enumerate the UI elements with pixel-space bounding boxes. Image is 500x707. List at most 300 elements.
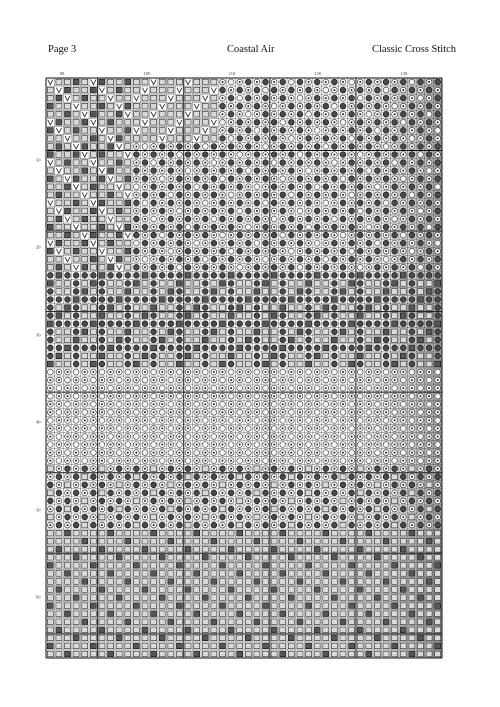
symbol-dot [213, 234, 215, 236]
dark-square-symbol [211, 619, 217, 625]
dark-square-symbol [228, 313, 234, 319]
outline-circle-symbol [375, 184, 381, 190]
square-box-symbol [392, 546, 398, 552]
symbol-dot [402, 170, 404, 172]
square-box-symbol [159, 95, 165, 101]
dark-square-symbol [219, 361, 225, 367]
dark-square-symbol [82, 240, 88, 246]
dark-circle-symbol [357, 184, 363, 190]
dark-circle-symbol [366, 79, 372, 85]
v-shape-symbol [65, 257, 70, 262]
symbol-dot [213, 516, 215, 518]
dark-circle-symbol [194, 256, 200, 262]
dark-circle-symbol [73, 490, 79, 496]
dark-square-symbol [185, 546, 191, 552]
dark-circle-symbol [177, 192, 183, 198]
square-box-symbol [323, 353, 329, 359]
outline-circle-symbol [159, 409, 165, 415]
square-box-symbol [168, 571, 174, 577]
dark-circle-symbol [297, 224, 303, 230]
outline-circle-symbol [56, 434, 62, 440]
dark-circle-symbol [306, 337, 312, 343]
v-shape-symbol [56, 128, 61, 133]
symbol-dot [153, 460, 155, 462]
v-shape-symbol [142, 120, 147, 125]
square-box-symbol [47, 546, 53, 552]
square-box-symbol [237, 563, 243, 569]
dark-circle-symbol [375, 200, 381, 206]
dark-circle-symbol [237, 297, 243, 303]
square-box-symbol [99, 514, 105, 520]
square-box-symbol [323, 627, 329, 633]
dark-circle-symbol [331, 240, 337, 246]
dark-circle-symbol [306, 329, 312, 335]
dark-circle-symbol [331, 192, 337, 198]
symbol-dot [376, 97, 378, 99]
dark-circle-symbol [211, 490, 217, 496]
square-box-symbol [357, 635, 363, 641]
symbol-dot [402, 387, 404, 389]
dark-square-symbol [116, 232, 122, 238]
square-box-symbol [90, 128, 96, 134]
square-box-symbol [194, 87, 200, 93]
square-box-symbol [228, 554, 234, 560]
square-box-symbol [159, 619, 165, 625]
dark-square-symbol [151, 305, 157, 311]
dark-square-symbol [82, 619, 88, 625]
square-box-symbol [133, 538, 139, 544]
square-box-symbol [142, 643, 148, 649]
symbol-dot [402, 250, 404, 252]
dark-square-symbol [288, 635, 294, 641]
symbol-dot [325, 113, 327, 115]
symbol-dot [428, 194, 430, 196]
dark-circle-symbol [47, 345, 53, 351]
square-box-symbol [185, 329, 191, 335]
symbol-dot [316, 137, 318, 139]
dark-circle-symbol [116, 345, 122, 351]
symbol-dot [368, 234, 370, 236]
symbol-dot [239, 145, 241, 147]
square-box-symbol [99, 554, 105, 560]
square-box-symbol [340, 353, 346, 359]
symbol-dot [92, 516, 94, 518]
square-box-symbol [90, 627, 96, 633]
dark-circle-symbol [47, 329, 53, 335]
dark-circle-symbol [194, 474, 200, 480]
square-box-symbol [116, 329, 122, 335]
dark-circle-symbol [306, 345, 312, 351]
dark-circle-symbol [357, 345, 363, 351]
symbol-dot [359, 524, 361, 526]
dark-circle-symbol [314, 208, 320, 214]
dark-square-symbol [366, 571, 372, 577]
square-box-symbol [65, 579, 71, 585]
dark-circle-symbol [254, 168, 260, 174]
dark-circle-symbol [228, 321, 234, 327]
outline-circle-symbol [271, 377, 277, 383]
dark-circle-symbol [254, 337, 260, 343]
square-box-symbol [108, 603, 114, 609]
square-box-symbol [133, 337, 139, 343]
outline-circle-symbol [349, 136, 355, 142]
symbol-dot [428, 411, 430, 413]
symbol-dot [92, 395, 94, 397]
symbol-dot [256, 178, 258, 180]
outline-circle-symbol [383, 417, 389, 423]
dark-circle-symbol [375, 103, 381, 109]
square-box-symbol [133, 635, 139, 641]
symbol-dot [308, 178, 310, 180]
square-box-symbol [314, 579, 320, 585]
symbol-dot [161, 444, 163, 446]
square-box-symbol [349, 353, 355, 359]
dark-circle-symbol [409, 119, 415, 125]
square-box-symbol [314, 619, 320, 625]
dark-circle-symbol [340, 103, 346, 109]
symbol-dot [437, 468, 439, 470]
square-box-symbol [168, 635, 174, 641]
dark-square-symbol [202, 554, 208, 560]
v-shape-symbol [74, 225, 79, 230]
dark-circle-symbol [280, 506, 286, 512]
square-box-symbol [400, 554, 406, 560]
symbol-dot [221, 258, 223, 260]
dark-square-symbol [228, 587, 234, 593]
dark-square-symbol [271, 627, 277, 633]
symbol-dot [265, 371, 267, 373]
square-box-symbol [314, 643, 320, 649]
dark-square-symbol [297, 289, 303, 295]
square-box-symbol [73, 579, 79, 585]
square-box-symbol [194, 281, 200, 287]
symbol-dot [161, 170, 163, 172]
dark-square-symbol [47, 128, 53, 134]
square-box-symbol [237, 474, 243, 480]
square-box-symbol [194, 603, 200, 609]
symbol-dot [265, 468, 267, 470]
outline-circle-symbol [142, 401, 148, 407]
square-box-symbol [47, 490, 53, 496]
symbol-dot [299, 444, 301, 446]
symbol-dot [178, 387, 180, 389]
symbol-dot [428, 476, 430, 478]
square-box-symbol [409, 643, 415, 649]
symbol-dot [230, 154, 232, 156]
dark-circle-symbol [177, 345, 183, 351]
dark-circle-symbol [108, 474, 114, 480]
dark-square-symbol [314, 273, 320, 279]
square-box-symbol [254, 587, 260, 593]
square-box-symbol [82, 305, 88, 311]
symbol-dot [325, 97, 327, 99]
symbol-dot [178, 411, 180, 413]
symbol-dot [342, 129, 344, 131]
square-box-symbol [323, 595, 329, 601]
dark-circle-symbol [177, 224, 183, 230]
dark-circle-symbol [418, 144, 424, 150]
square-box-symbol [116, 579, 122, 585]
dark-circle-symbol [142, 297, 148, 303]
symbol-dot [394, 210, 396, 212]
dark-square-symbol [306, 603, 312, 609]
symbol-dot [299, 250, 301, 252]
square-box-symbol [340, 595, 346, 601]
dark-circle-symbol [151, 297, 157, 303]
dark-square-symbol [125, 248, 131, 254]
dark-circle-symbol [263, 176, 269, 182]
outline-circle-symbol [314, 127, 320, 133]
dark-circle-symbol [228, 256, 234, 262]
symbol-dot [333, 460, 335, 462]
symbol-dot [428, 435, 430, 437]
square-box-symbol [219, 619, 225, 625]
square-box-symbol [435, 595, 441, 601]
dark-square-symbol [47, 603, 53, 609]
symbol-dot [221, 162, 223, 164]
square-box-symbol [47, 208, 53, 214]
symbol-dot [221, 226, 223, 228]
symbol-dot [299, 89, 301, 91]
dark-square-symbol [331, 635, 337, 641]
dark-square-symbol [90, 136, 96, 142]
dark-circle-symbol [177, 297, 183, 303]
symbol-dot [178, 250, 180, 252]
square-box-symbol [288, 353, 294, 359]
square-box-symbol [99, 264, 105, 270]
symbol-dot [282, 137, 284, 139]
symbol-dot [67, 371, 69, 373]
symbol-dot [308, 435, 310, 437]
dark-square-symbol [90, 232, 96, 238]
dark-circle-symbol [65, 272, 71, 278]
square-box-symbol [185, 361, 191, 367]
dark-circle-symbol [340, 168, 346, 174]
symbol-dot [325, 492, 327, 494]
square-box-symbol [47, 530, 53, 536]
square-box-symbol [108, 248, 114, 254]
symbol-dot [342, 419, 344, 421]
outline-circle-symbol [400, 401, 406, 407]
symbol-dot [351, 411, 353, 413]
symbol-dot [428, 460, 430, 462]
symbol-dot [187, 258, 189, 260]
dark-circle-symbol [297, 127, 303, 133]
square-box-symbol [108, 208, 114, 214]
symbol-dot [376, 387, 378, 389]
dark-circle-symbol [220, 345, 226, 351]
symbol-dot [213, 444, 215, 446]
outline-circle-symbol [426, 450, 432, 456]
square-box-symbol [357, 466, 363, 472]
symbol-dot [368, 419, 370, 421]
square-box-symbol [263, 337, 269, 343]
dark-circle-symbol [392, 136, 398, 142]
dark-circle-symbol [56, 474, 62, 480]
dark-square-symbol [263, 563, 269, 569]
dark-circle-symbol [288, 216, 294, 222]
symbol-dot [178, 403, 180, 405]
square-box-symbol [323, 482, 329, 488]
square-box-symbol [125, 595, 131, 601]
symbol-dot [118, 419, 120, 421]
outline-circle-symbol [211, 458, 217, 464]
dark-circle-symbol [409, 498, 415, 504]
square-box-symbol [65, 482, 71, 488]
symbol-dot [282, 435, 284, 437]
outline-circle-symbol [185, 385, 191, 391]
dark-circle-symbol [245, 192, 251, 198]
symbol-dot [308, 210, 310, 212]
square-box-symbol [142, 337, 148, 343]
symbol-dot [273, 194, 275, 196]
square-box-symbol [142, 136, 148, 142]
symbol-dot [110, 371, 112, 373]
symbol-dot [170, 419, 172, 421]
square-box-symbol [280, 643, 286, 649]
dark-square-symbol [159, 595, 165, 601]
dark-circle-symbol [306, 119, 312, 125]
square-box-symbol [194, 546, 200, 552]
dark-square-symbol [400, 353, 406, 359]
outline-circle-symbol [185, 409, 191, 415]
dark-circle-symbol [435, 192, 441, 198]
dark-circle-symbol [314, 95, 320, 101]
square-box-symbol [400, 603, 406, 609]
symbol-dot [290, 97, 292, 99]
dark-circle-symbol [288, 264, 294, 270]
outline-circle-symbol [418, 434, 424, 440]
dark-circle-symbol [400, 111, 406, 117]
symbol-dot [385, 170, 387, 172]
dark-square-symbol [82, 216, 88, 222]
outline-circle-symbol [220, 426, 226, 432]
square-box-symbol [56, 160, 62, 166]
square-box-symbol [82, 353, 88, 359]
symbol-dot [316, 250, 318, 252]
dark-circle-symbol [331, 305, 337, 311]
symbol-dot [247, 484, 249, 486]
dark-circle-symbol [73, 305, 79, 311]
square-box-symbol [56, 79, 62, 85]
symbol-dot [256, 113, 258, 115]
dark-circle-symbol [177, 353, 183, 359]
square-box-symbol [288, 474, 294, 480]
outline-circle-symbol [280, 417, 286, 423]
symbol-dot [402, 500, 404, 502]
symbol-dot [290, 427, 292, 429]
symbol-dot [290, 452, 292, 454]
dark-circle-symbol [237, 136, 243, 142]
square-box-symbol [185, 128, 191, 134]
outline-circle-symbol [271, 450, 277, 456]
symbol-dot [256, 476, 258, 478]
square-box-symbol [323, 554, 329, 560]
dark-circle-symbol [151, 264, 157, 270]
square-box-symbol [73, 651, 79, 657]
dark-square-symbol [374, 635, 380, 641]
square-box-symbol [202, 79, 208, 85]
square-box-symbol [306, 546, 312, 552]
square-box-symbol [168, 111, 174, 117]
square-box-symbol [99, 595, 105, 601]
dark-circle-symbol [383, 353, 389, 359]
square-box-symbol [202, 587, 208, 593]
dark-square-symbol [108, 240, 114, 246]
dark-square-symbol [108, 168, 114, 174]
dark-square-symbol [73, 79, 79, 85]
dark-circle-symbol [418, 345, 424, 351]
symbol-dot [290, 113, 292, 115]
dark-square-symbol [435, 361, 441, 367]
dark-circle-symbol [366, 95, 372, 101]
dark-circle-symbol [263, 522, 269, 528]
square-box-symbol [400, 538, 406, 544]
dark-square-symbol [417, 595, 423, 601]
dark-square-symbol [47, 361, 53, 367]
square-box-symbol [194, 587, 200, 593]
dark-square-symbol [237, 611, 243, 617]
square-box-symbol [90, 216, 96, 222]
symbol-dot [316, 170, 318, 172]
square-box-symbol [228, 571, 234, 577]
square-box-symbol [417, 361, 423, 367]
dark-circle-symbol [168, 345, 174, 351]
symbol-dot [411, 162, 413, 164]
dark-circle-symbol [306, 498, 312, 504]
symbol-dot [342, 194, 344, 196]
outline-circle-symbol [323, 144, 329, 150]
square-box-symbol [271, 643, 277, 649]
dark-circle-symbol [90, 297, 96, 303]
square-box-symbol [47, 554, 53, 560]
square-box-symbol [383, 587, 389, 593]
symbol-dot [385, 435, 387, 437]
square-box-symbol [99, 95, 105, 101]
outline-circle-symbol [220, 176, 226, 182]
square-box-symbol [73, 240, 79, 246]
dark-circle-symbol [357, 119, 363, 125]
dark-square-symbol [435, 281, 441, 287]
v-shape-symbol [48, 80, 53, 85]
pattern-title: Coastal Air [227, 44, 275, 55]
square-box-symbol [82, 87, 88, 93]
symbol-dot [316, 444, 318, 446]
dark-circle-symbol [202, 232, 208, 238]
symbol-dot [394, 419, 396, 421]
symbol-dot [127, 460, 129, 462]
dark-circle-symbol [142, 160, 148, 166]
dark-circle-symbol [202, 329, 208, 335]
square-box-symbol [133, 313, 139, 319]
outline-circle-symbol [297, 426, 303, 432]
dark-circle-symbol [177, 313, 183, 319]
dark-square-symbol [435, 321, 441, 327]
dark-square-symbol [99, 587, 105, 593]
symbol-dot [325, 387, 327, 389]
dark-circle-symbol [306, 289, 312, 295]
symbol-dot [342, 258, 344, 260]
square-box-symbol [245, 643, 251, 649]
symbol-dot [376, 145, 378, 147]
outline-circle-symbol [271, 426, 277, 432]
dark-circle-symbol [366, 176, 372, 182]
square-box-symbol [357, 571, 363, 577]
dark-circle-symbol [435, 506, 441, 512]
square-box-symbol [56, 232, 62, 238]
symbol-dot [325, 411, 327, 413]
dark-circle-symbol [185, 152, 191, 158]
